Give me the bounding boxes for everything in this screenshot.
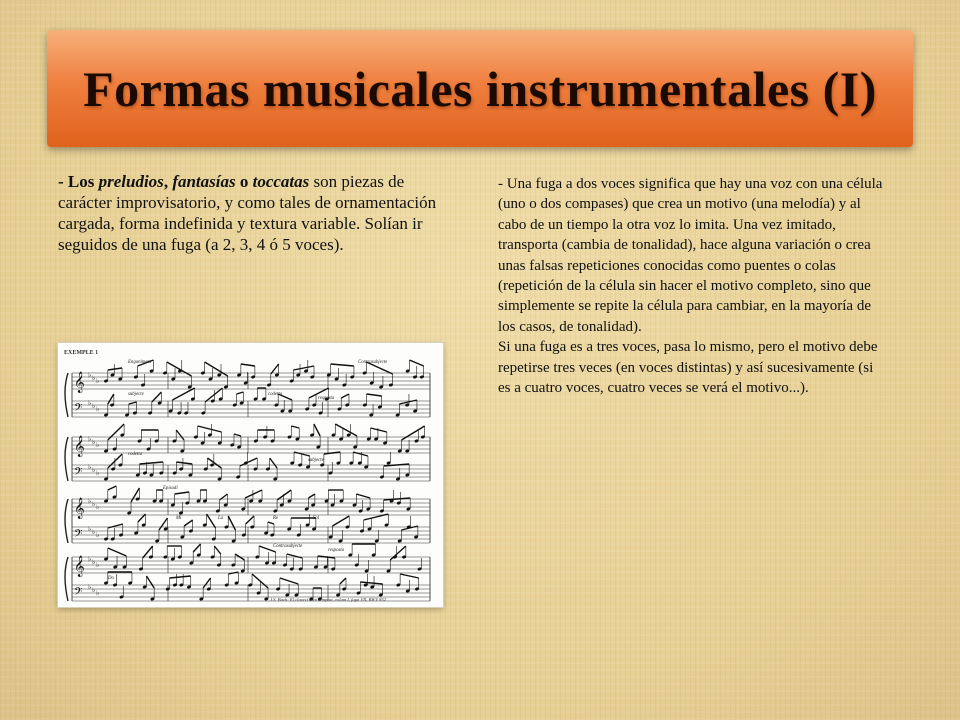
svg-text:♭: ♭	[92, 586, 96, 594]
title-banner	[47, 30, 913, 147]
score-label: resposta	[318, 396, 335, 401]
svg-text:♭: ♭	[96, 561, 100, 569]
svg-text:♭: ♭	[92, 438, 96, 446]
right-text-block	[498, 174, 883, 398]
svg-text:𝄢: 𝄢	[74, 586, 83, 601]
svg-text:♭: ♭	[88, 371, 92, 379]
svg-text:♭: ♭	[88, 399, 92, 407]
score-label: subjecte	[308, 458, 324, 463]
left-text-prefix: - Los	[58, 172, 99, 191]
svg-text:♭: ♭	[88, 583, 92, 591]
score-caption: J.S. Bach: El clavecí bien temprat, volum I, fuga VII, BWV 852	[270, 597, 387, 602]
score-label: subjecte	[128, 392, 144, 397]
svg-text:♭: ♭	[96, 503, 100, 511]
svg-text:♭: ♭	[96, 531, 100, 539]
staves	[65, 371, 430, 601]
svg-text:♭: ♭	[96, 589, 100, 597]
svg-text:𝄞: 𝄞	[74, 498, 85, 519]
svg-text:♭: ♭	[88, 525, 92, 533]
score-label: Episodi	[163, 486, 178, 491]
svg-text:𝄞: 𝄞	[74, 372, 85, 393]
svg-text:♭: ♭	[92, 528, 96, 536]
score-label: La	[218, 516, 224, 521]
svg-text:♭: ♭	[92, 466, 96, 474]
fuga-paragraph-2: Si una fuga es a tres voces, pasa lo mismo, pero el motivo debe repetirse tres veces (en voces distintas) y así sucesivamente (si es a cuatro voces, cuatro veces se verá el motivo...).	[498, 339, 878, 397]
svg-text:𝄢: 𝄢	[74, 528, 83, 543]
svg-text:𝄢: 𝄢	[74, 402, 83, 417]
term-toccatas: toccatas	[252, 172, 310, 191]
svg-text:♭: ♭	[88, 497, 92, 505]
slide-title: Formas musicales instrumentales (I)	[83, 60, 877, 117]
score-label: Re	[273, 516, 279, 521]
svg-text:𝄢: 𝄢	[74, 466, 83, 481]
score-label: codetta	[128, 452, 143, 457]
svg-text:♭: ♭	[88, 555, 92, 563]
fuga-paragraph-1: - Una fuga a dos voces significa que hay una voz con una célula (uno o dos compases) que crea un motivo (una melodía) y al cabo de un tiempo la otra voz lo imita. Una vez imitado, transporta (cambia de tonalidad), hace alguna variación o crea unas falsas repeticiones conocidas como puentes o colas (repetición de la célula sin hacer el motivo completo, sino que simplemente se repite la célula para cambiar, en la mayoría de los casos, de tonalidad).	[498, 176, 883, 335]
svg-text:♭: ♭	[92, 402, 96, 410]
score-header: EXEMPLE 1	[64, 350, 99, 356]
term-preludios: preludios	[98, 172, 164, 191]
svg-text:♭: ♭	[88, 435, 92, 443]
sheet-music-illustration	[58, 343, 443, 607]
score-label: Do	[108, 576, 114, 581]
score-label: Engoniment	[128, 360, 152, 365]
score-labels	[107, 360, 388, 581]
svg-text:♭: ♭	[92, 500, 96, 508]
score-label: codetta	[268, 392, 283, 397]
left-text-body: son piezas de carácter improvisatorio, y como tales de ornamentación cargada, forma indefinida y textura variable. Solían ir seguidos de una fuga (a 2, 3, 4 ó 5 voces).	[58, 172, 437, 254]
score-label: Mi	[176, 516, 182, 521]
score-label: Contrasubjecte	[273, 544, 303, 549]
left-text-sep2: o	[235, 172, 253, 191]
score-label: Contrasubjecte	[358, 360, 388, 365]
score-label: Sol	[313, 516, 320, 521]
svg-text:♭: ♭	[88, 463, 92, 471]
svg-text:♭: ♭	[92, 558, 96, 566]
left-text-block	[58, 171, 458, 255]
svg-text:♭: ♭	[92, 374, 96, 382]
left-text-sep1: ,	[163, 172, 173, 191]
svg-text:♭: ♭	[96, 469, 100, 477]
term-fantasias: fantasías	[172, 172, 236, 191]
svg-text:𝄞: 𝄞	[74, 556, 85, 577]
svg-text:𝄞: 𝄞	[74, 436, 85, 457]
svg-text:♭: ♭	[96, 441, 100, 449]
score-label: resposta	[328, 548, 345, 553]
svg-text:♭: ♭	[96, 377, 100, 385]
svg-text:♭: ♭	[96, 405, 100, 413]
score-image	[58, 343, 443, 607]
